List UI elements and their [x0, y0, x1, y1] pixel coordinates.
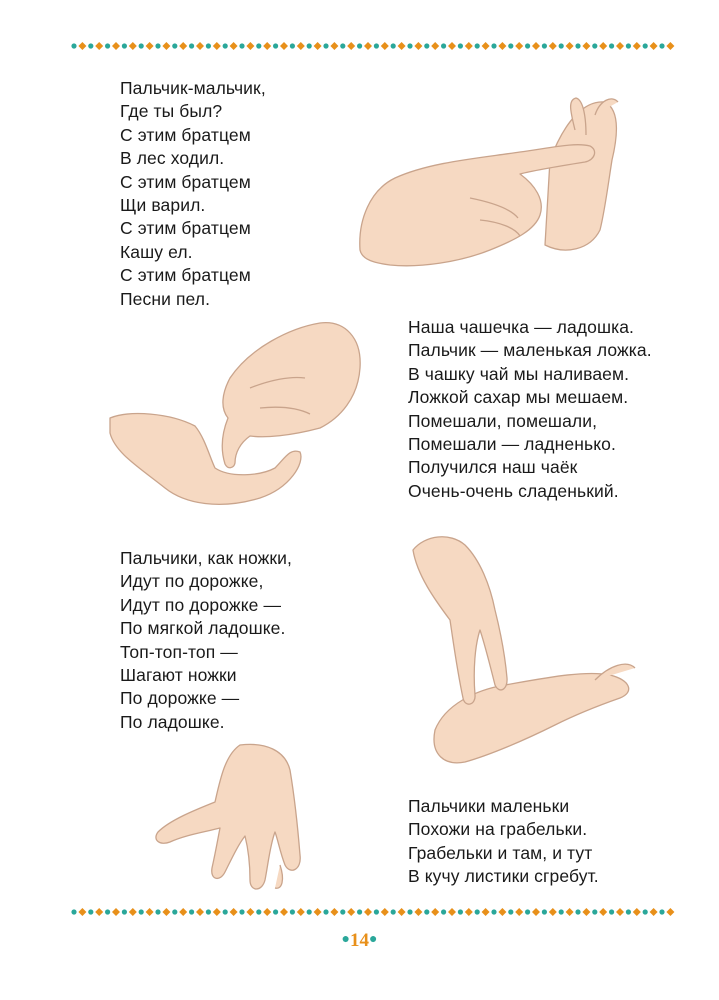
- dot-icon: ●: [341, 932, 350, 947]
- poem-line: С этим братцем: [120, 124, 251, 145]
- poem-line: В лес ходил.: [120, 148, 225, 169]
- poem-line: Пальчик — маленькая ложка.: [408, 340, 652, 361]
- poem-line: По мягкой ладошке.: [120, 618, 286, 639]
- poem-line: По дорожке —: [120, 688, 240, 709]
- page-number: [0, 930, 719, 952]
- poem-line: Топ-топ-топ —: [120, 641, 238, 662]
- poem-line: Где ты был?: [120, 101, 223, 122]
- poem-line: Пальчик-мальчик,: [120, 78, 266, 98]
- hand-illustration-finger-boy: [350, 90, 650, 275]
- poem-finger-legs: [120, 547, 292, 734]
- poem-line: Очень-очень сладенький.: [408, 480, 619, 501]
- hand-illustration-walking-fingers: [395, 530, 650, 770]
- poem-line: В кучу листики сгребут.: [408, 866, 599, 887]
- poem-line: По ладошке.: [120, 711, 225, 732]
- poem-line: Идут по дорожке,: [120, 571, 264, 592]
- poem-line: Пальчики маленьки: [408, 796, 570, 816]
- poem-line: С этим братцем: [120, 218, 251, 239]
- poem-line: С этим братцем: [120, 171, 251, 192]
- poem-line: Помешали — ладненько.: [408, 434, 616, 455]
- poem-line: Пальчики, как ножки,: [120, 548, 293, 568]
- poem-line: Ложкой сахар мы мешаем.: [408, 387, 629, 408]
- poem-line: Идут по дорожке —: [120, 594, 282, 615]
- hand-illustration-rake: [140, 740, 310, 900]
- poem-line: Похожи на грабельки.: [408, 819, 588, 840]
- poem-rake: [408, 795, 599, 889]
- poem-line: Получился наш чаёк: [408, 457, 578, 478]
- poem-line: Наша чашечка — ладошка.: [408, 317, 635, 337]
- poem-line: Песни пел.: [120, 288, 211, 309]
- poem-line: Помешали, помешали,: [408, 410, 598, 431]
- poem-line: Грабельки и там, и тут: [408, 842, 593, 863]
- poem-cup-palm: [408, 316, 652, 503]
- dot-icon: ●: [369, 932, 378, 947]
- poem-line: Щи варил.: [120, 195, 206, 216]
- decorative-border-bottom: [70, 906, 675, 918]
- poem-finger-boy: [120, 77, 266, 311]
- poem-line: В чашку чай мы наливаем.: [408, 363, 630, 384]
- page-number-value: 14: [350, 930, 369, 951]
- decorative-border-top: [70, 40, 675, 52]
- hand-illustration-cup-spoon: [100, 318, 380, 518]
- poem-line: Шагают ножки: [120, 665, 237, 686]
- poem-line: Кашу ел.: [120, 241, 193, 262]
- poem-line: С этим братцем: [120, 265, 251, 286]
